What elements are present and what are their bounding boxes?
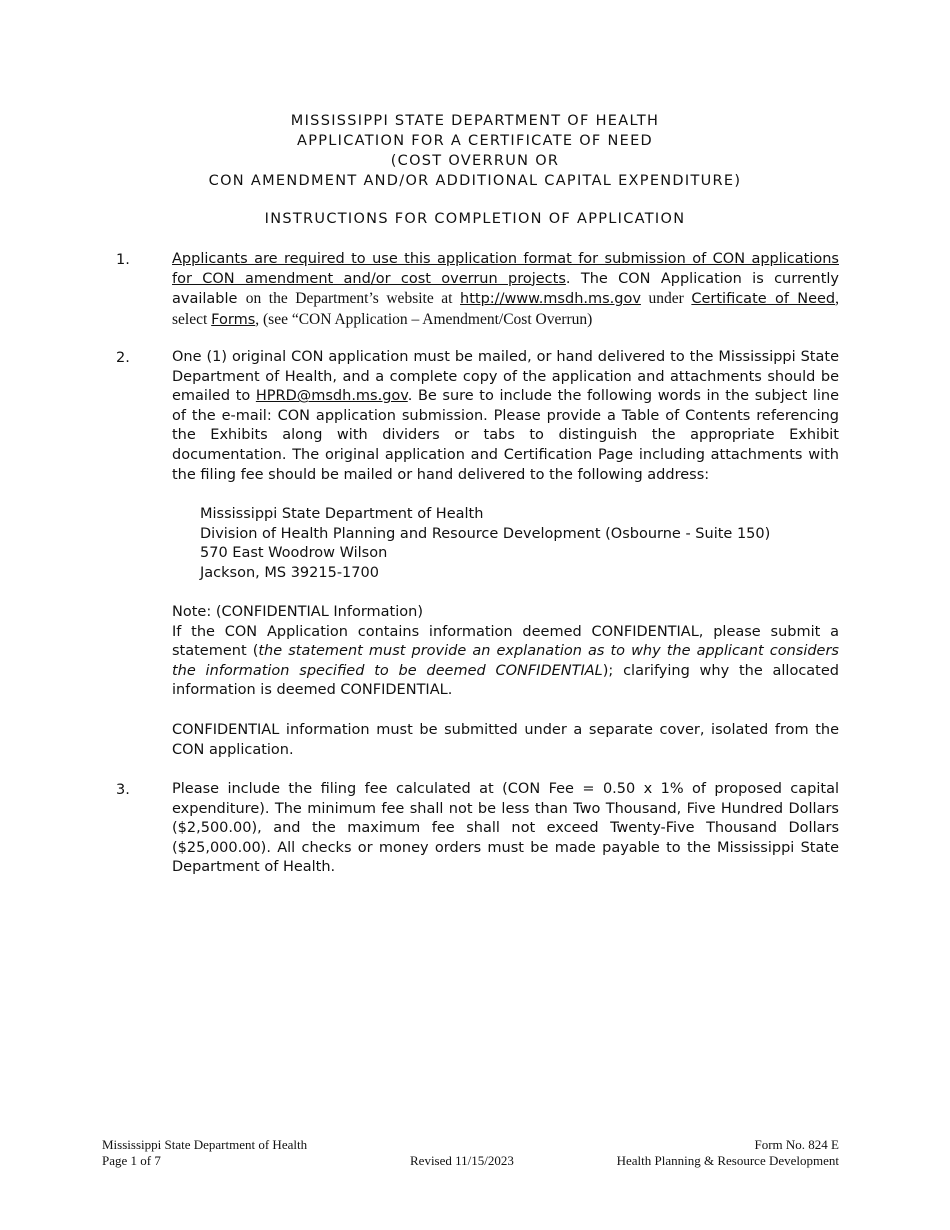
instructions-title: INSTRUCTIONS FOR COMPLETION OF APPLICATION xyxy=(264,211,686,227)
footer-division: Health Planning & Resource Development xyxy=(616,1153,839,1168)
address-line: Division of Health Planning and Resource Development (Osbourne - Suite 150) xyxy=(200,525,771,542)
note-text: If the CON Application contains information deemed CONFIDENTIAL, please submit a statement ( xyxy=(172,623,839,660)
item-number: 3. xyxy=(116,782,130,798)
item-text: . The CON Application is currently available xyxy=(172,270,840,308)
item-text: under xyxy=(640,290,692,308)
item-body: Please include the filing fee calculated at (CON Fee = 0.50 x 1% of proposed capital expenditure). The minimum fee shall not be less than Two Thousand, Five Hundred Dollars ($2,500.00), and the maximum fee shall not exceed Twenty-Five Thousand Dollars ($25,000.00). All checks or money orders must be made payable to the Mississippi State Department of Health. xyxy=(172,781,839,876)
forms-link[interactable]: Forms xyxy=(211,311,256,328)
header-line-4: CON AMENDMENT AND/OR ADDITIONAL CAPITAL EXPENDITURE) xyxy=(208,173,742,189)
footer-left xyxy=(102,1137,307,1169)
confidential-note xyxy=(172,603,839,701)
item-text: on the Department’s website at xyxy=(245,290,461,308)
item-text: , (see “CON Application – Amendment/Cost Overrun) xyxy=(255,310,593,328)
item-text: . Be sure to include the following words in the subject line of the e-mail: CON application submission. Please provide a Table of Contents referencing the Exhibits along with dividers or tabs to distinguish the appropriate Exhibit documentation. The original application and Certification Page including attachments with the filing fee should be mailed or hand delivered to the following address: xyxy=(172,388,840,483)
address-line: Mississippi State Department of Health xyxy=(200,506,484,522)
item-body xyxy=(172,250,839,330)
footer-right xyxy=(617,1137,839,1169)
item-number: 2. xyxy=(116,350,130,366)
email-link[interactable]: HPRD@msdh.ms.gov xyxy=(255,388,408,405)
page-number: Page 1 of 7 xyxy=(102,1153,161,1168)
document-header xyxy=(0,111,950,191)
confidential-submission: CONFIDENTIAL information must be submitted under a separate cover, isolated from the CON application. xyxy=(172,722,839,758)
form-number: Form No. 824 E xyxy=(754,1137,839,1152)
header-line-2: APPLICATION FOR A CERTIFICATE OF NEED xyxy=(296,133,654,149)
address-line: Jackson, MS 39215-1700 xyxy=(200,564,379,581)
address-line: 570 East Woodrow Wilson xyxy=(200,545,388,562)
note-body xyxy=(172,623,839,701)
revision-date: Revised 11/15/2023 xyxy=(410,1153,514,1168)
website-link[interactable]: http://www.msdh.ms.gov xyxy=(460,291,641,308)
note-title: Note: (CONFIDENTIAL Information) xyxy=(172,604,423,620)
item-body xyxy=(172,348,839,485)
mailing-address xyxy=(200,505,770,583)
certificate-of-need-link[interactable]: Certificate of Need xyxy=(691,291,836,308)
header-line-3: (COST OVERRUN OR xyxy=(390,153,560,169)
item-text: , select xyxy=(172,290,840,328)
footer-organization: Mississippi State Department of Health xyxy=(102,1137,308,1152)
item-number: 1. xyxy=(116,252,130,268)
header-line-1: MISSISSIPPI STATE DEPARTMENT OF HEALTH xyxy=(290,113,660,129)
item-text: One (1) original CON application must be mailed, or hand delivered to the Mississippi State Department of Health, and a complete copy of the application and attachments should be emailed to xyxy=(172,349,839,405)
required-format-notice: Applicants are required to use this application format for submission of CON applications for CON amendment and/or cost overrun projects xyxy=(172,251,839,287)
note-italic-text: the statement must provide an explanation as to why the applicant considers the information specified to be deemed CONFIDENTIAL xyxy=(172,643,839,679)
note-text: ); clarifying why the allocated information is deemed CONFIDENTIAL. xyxy=(172,662,839,699)
